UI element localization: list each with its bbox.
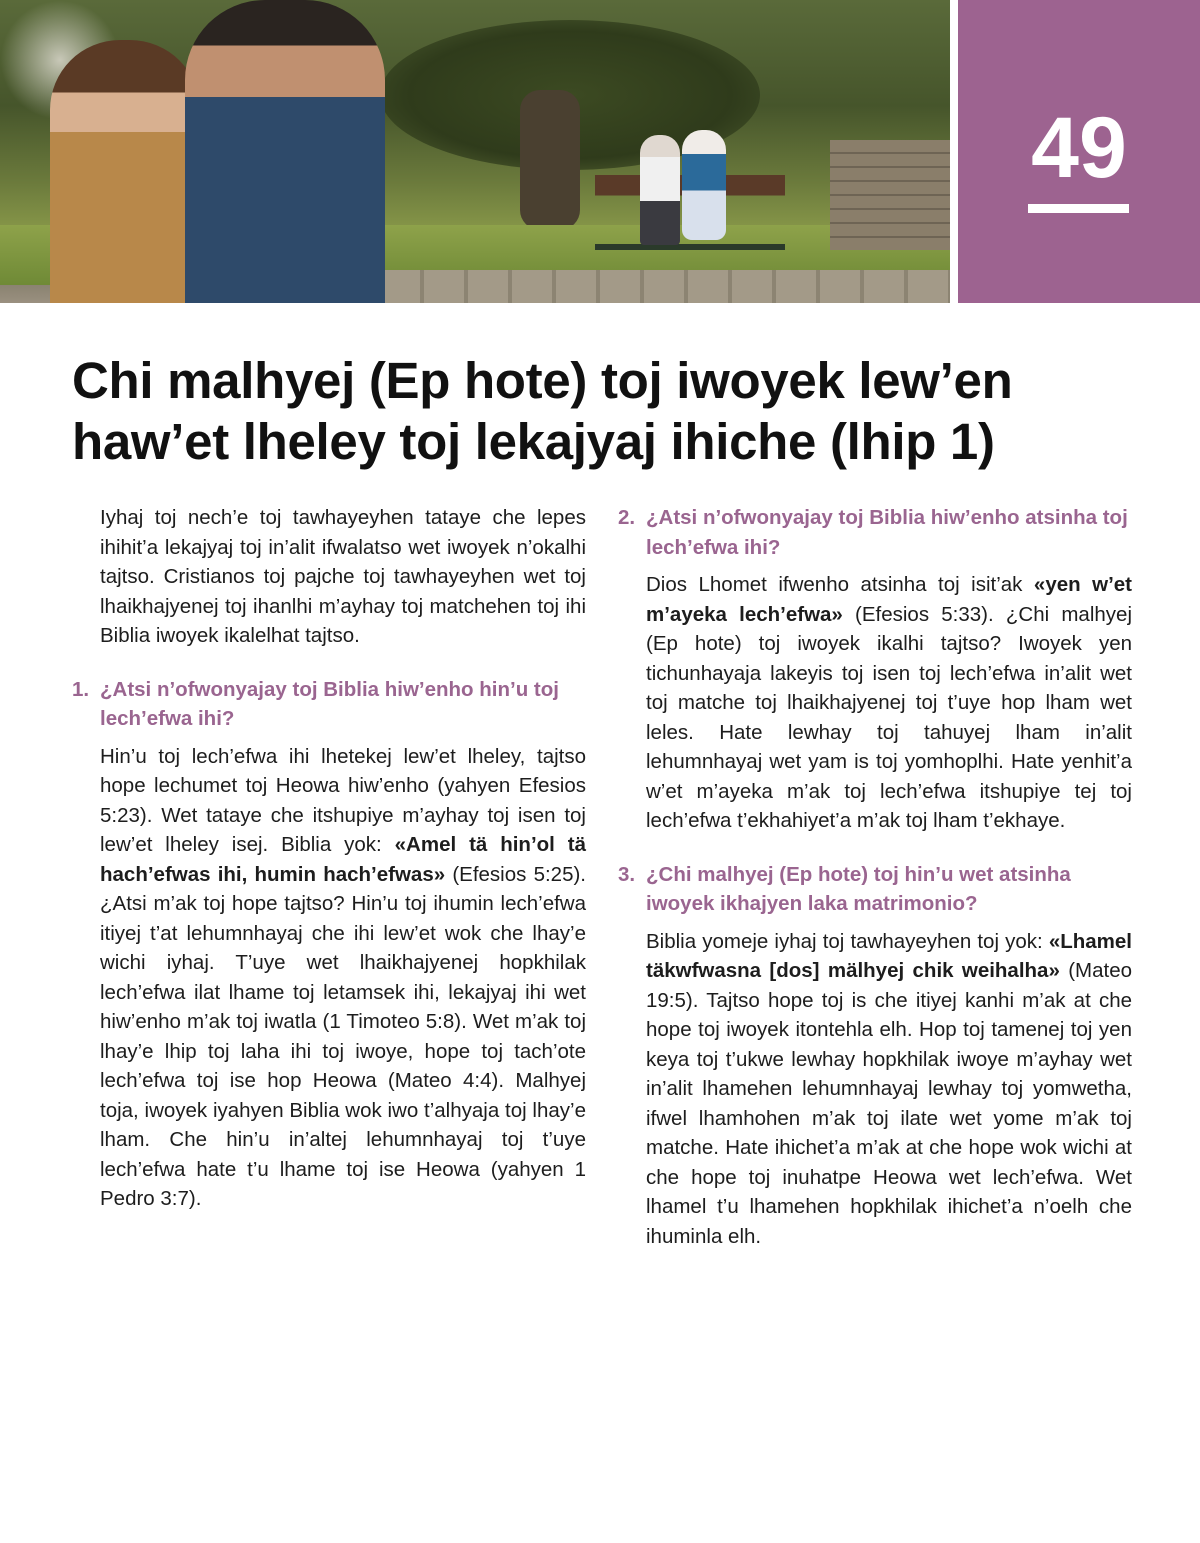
question-heading-3	[618, 860, 1132, 919]
text: Dios Lhomet ifwenho atsinha toj isit’ak	[646, 573, 1034, 596]
question-text: ¿Chi malhyej (Ep hote) toj hin’u wet atsinha iwoyek ikhajyen laka matrimonio?	[646, 862, 1071, 915]
lesson-number-badge	[958, 0, 1200, 303]
question-text: ¿Atsi n’ofwonyajay toj Biblia hiw’enho atsinha toj lech’efwa ihi?	[646, 506, 1128, 559]
question-heading-1	[72, 675, 586, 734]
text: (Efesios 5:25). ¿Atsi m’ak toj hope tajtso? Hin’u toj ihumin lech’efwa itiyej t’at lehumnhayaj che ihi lew’et wok che lhay’e wichi iyhaj. T’uye wet lhaikhajyenej hopkhilak lech’efwa ilat lhame toj letamsek ihi, lekajyaj ihi wet hiw’enho m’ak toj iwatla (1 Timoteo 5:8). Wet m’ak toj lhay’e lhip toj laha ihi toj iwoye, hope toj tach’ote lech’efwa toj ise hop Heowa (Mateo 4:4). Malhyej toja, iwoyek iyahyen Biblia wok iwo t’alhyaja toj lhay’e lham. Che hin’u in’altej lehumnhayaj toj t’uye lech’efwa hate t’u lhame toj ise Heowa (yahyen 1 Pedro 3:7).	[100, 862, 586, 1210]
text: (Efesios 5:33). ¿Chi malhyej (Ep hote) toj iwoyek ikalhi tajtso? Iwoyek yen tichunhayaja lakeyis toj isen toj lech’efwa in’alit wet toj matche toj lhaikhajyenej toj t’uye hop lham wet leles. Hate lewhay toj tahuyej lham in’alit lehumnhayaj wet yam is toj yomhoplhi. Hate yenhit’a w’et m’ayeka m’ak toj lech’efwa itshupiye tej toj lech’efwa t’ekhahiyet’a m’ak toj lham t’ekhaye.	[646, 602, 1132, 832]
page-title: Chi malhyej (Ep hote) toj iwoyek lew’en haw’et lheley toj lekajyaj ihiche (lhip 1)	[72, 352, 1013, 470]
text: Hin’u toj lech’efwa ihi lhetekej lew’et lheley, tajtso hope lechumet toj Heowa hiw’enho (yahyen Efesios 5:23). Wet tataye che itshupiye m’ayhay toj isen toj lew’et lheley isej. Biblia yok:	[100, 744, 586, 856]
question-text: ¿Atsi n’ofwonyajay toj Biblia hiw’enho hin’u toj lech’efwa ihi?	[100, 677, 559, 730]
left-column	[72, 503, 586, 1214]
scripture-quote: «yen w’et m’ayeka lech’efwa»	[646, 573, 1132, 626]
question-heading-2	[618, 503, 1132, 562]
lesson-number: 49	[1031, 100, 1127, 196]
text: Biblia yomeje iyhaj toj tawhayeyhen toj yok:	[646, 929, 1049, 953]
text: (Mateo 19:5). Tajtso hope toj is che itiyej kanhi m’ak at che hope toj iwoyek itontehla elh. Hop toj tamenej toj yen keya toj t’ukwe lewhay hopkhilak iwoye m’ayhay wet in’alit lhamehen lehumnhayaj lewhay toj yomwetha, ifwel lhamhohen m’ak toj ilate wet yome m’ak toj matche. Hate ihichet’a m’ak at che hope wok wichi at che hope toj inuhatpe Heowa wet lech’efwa. Wet lhamel t’u lhamehen hopkhilak ihichet’a n’oelh che ihuminla elh.	[646, 959, 1132, 1248]
question-number: 1.	[72, 677, 90, 701]
question-number: 2.	[618, 506, 636, 529]
answer-paragraph-3	[646, 927, 1132, 1252]
scripture-quote: «Amel tä hin’ol tä hach’efwas ihi, humin hach’efwas»	[100, 833, 586, 886]
hero-photo-couples-in-park	[0, 0, 950, 303]
intro-paragraph: Iyhaj toj nech’e toj tawhayeyhen tataye che lepes ihihit’a lekajyaj toj in’alit ifwalatso wet iwoyek n’okalhi tajtso. Cristianos toj pajche toj tawhayeyhen wet toj lhaikhajyenej toj ihanlhi m’ayhay toj matchehen toj ihi Biblia iwoyek ikalelhat tajtso.	[100, 506, 586, 647]
scripture-quote: «Lhamel täkwfwasna [dos] mälhyej chik weihalha»	[646, 929, 1132, 982]
badge-underline	[1028, 204, 1129, 213]
answer-paragraph-2	[646, 570, 1132, 836]
question-number: 3.	[618, 862, 636, 886]
right-column	[618, 503, 1132, 1251]
answer-paragraph-1	[100, 742, 586, 1214]
